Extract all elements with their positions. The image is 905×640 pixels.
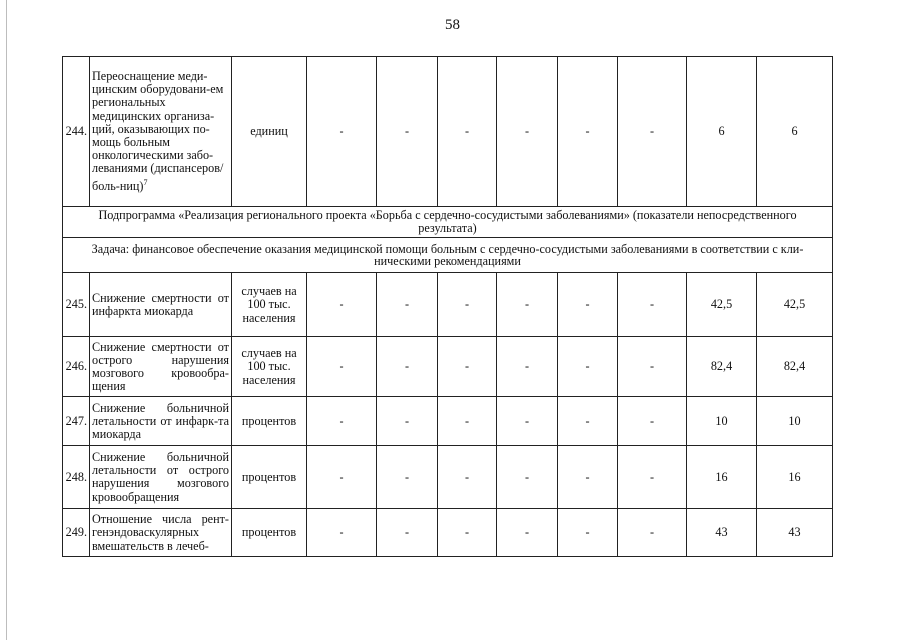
value-cell: 42,5 bbox=[757, 273, 833, 337]
row-number: 244. bbox=[63, 57, 90, 207]
table-row bbox=[63, 446, 833, 509]
row-number: 246. bbox=[63, 337, 90, 397]
value-cell: 16 bbox=[687, 446, 757, 509]
value-cell: - bbox=[618, 337, 687, 397]
value-cell: - bbox=[618, 509, 687, 557]
value-cell: - bbox=[307, 509, 377, 557]
value-cell: - bbox=[497, 273, 558, 337]
indicator-name: Снижение больничной летальности от инфарк-та миокарда bbox=[90, 397, 232, 446]
row-number: 245. bbox=[63, 273, 90, 337]
value-cell: - bbox=[377, 397, 438, 446]
value-cell: - bbox=[377, 509, 438, 557]
indicator-name: Снижение больничной летальности от острого нарушения мозгового кровообращения bbox=[90, 446, 232, 509]
indicator-name: Снижение смертности от инфаркта миокарда bbox=[90, 273, 232, 337]
value-cell: - bbox=[307, 57, 377, 207]
value-cell: - bbox=[438, 446, 497, 509]
table-row bbox=[63, 397, 833, 446]
row-number: 247. bbox=[63, 397, 90, 446]
row-number: 249. bbox=[63, 509, 90, 557]
indicators-table bbox=[62, 56, 833, 557]
value-cell: - bbox=[497, 57, 558, 207]
value-cell: - bbox=[307, 446, 377, 509]
table-row bbox=[63, 509, 833, 557]
table-row bbox=[63, 57, 833, 207]
value-cell: 42,5 bbox=[687, 273, 757, 337]
indicator-name: Снижение смертности от острого нарушения мозгового кровообра-щения bbox=[90, 337, 232, 397]
value-cell: - bbox=[497, 509, 558, 557]
value-cell: - bbox=[307, 397, 377, 446]
indicator-name: Переоснащение меди-цинским оборудовани-ем региональных медицинских организа-ций, оказывающих по-мощь больным онкологическими забо-леваниями (диспансеров/ боль-ниц)$^7$ bbox=[90, 57, 232, 207]
unit-cell: случаев на 100 тыс. населения bbox=[232, 273, 307, 337]
unit-cell: процентов bbox=[232, 446, 307, 509]
value-cell: - bbox=[618, 397, 687, 446]
value-cell: - bbox=[618, 273, 687, 337]
value-cell: - bbox=[497, 446, 558, 509]
value-cell: - bbox=[618, 446, 687, 509]
value-cell: - bbox=[438, 509, 497, 557]
value-cell: - bbox=[438, 273, 497, 337]
value-cell: - bbox=[307, 337, 377, 397]
unit-cell: случаев на 100 тыс. населения bbox=[232, 337, 307, 397]
value-cell: 10 bbox=[757, 397, 833, 446]
value-cell: - bbox=[307, 273, 377, 337]
value-cell: - bbox=[377, 446, 438, 509]
subprogram-title: Подпрограмма «Реализация регионального проекта «Борьба с сердечно-сосудистыми заболеваниями» (показатели непосредственного результата) bbox=[63, 207, 833, 238]
value-cell: - bbox=[377, 57, 438, 207]
value-cell: - bbox=[497, 397, 558, 446]
value-cell: - bbox=[558, 273, 618, 337]
value-cell: - bbox=[558, 397, 618, 446]
value-cell: - bbox=[558, 509, 618, 557]
value-cell: - bbox=[497, 337, 558, 397]
page-number: 58 bbox=[445, 17, 460, 33]
value-cell: - bbox=[377, 337, 438, 397]
task-title: Задача: финансовое обеспечение оказания медицинской помощи больным с сердечно-сосудистыми заболеваниями в соответствии с кли-ническими рекомендациями bbox=[63, 238, 833, 273]
task-row bbox=[63, 238, 833, 273]
value-cell: - bbox=[438, 57, 497, 207]
table-row bbox=[63, 273, 833, 337]
value-cell: 43 bbox=[687, 509, 757, 557]
value-cell: - bbox=[558, 446, 618, 509]
value-cell: 43 bbox=[757, 509, 833, 557]
row-number: 248. bbox=[63, 446, 90, 509]
value-cell: - bbox=[618, 57, 687, 207]
unit-cell: процентов bbox=[232, 397, 307, 446]
scan-edge-line bbox=[6, 0, 7, 640]
value-cell: 6 bbox=[687, 57, 757, 207]
value-cell: 6 bbox=[757, 57, 833, 207]
value-cell: - bbox=[558, 337, 618, 397]
value-cell: 10 bbox=[687, 397, 757, 446]
unit-cell: процентов bbox=[232, 509, 307, 557]
value-cell: - bbox=[438, 337, 497, 397]
unit-cell: единиц bbox=[232, 57, 307, 207]
value-cell: 82,4 bbox=[687, 337, 757, 397]
value-cell: - bbox=[438, 397, 497, 446]
value-cell: 82,4 bbox=[757, 337, 833, 397]
value-cell: - bbox=[558, 57, 618, 207]
subprogram-row bbox=[63, 207, 833, 238]
value-cell: 16 bbox=[757, 446, 833, 509]
table-row bbox=[63, 337, 833, 397]
value-cell: - bbox=[377, 273, 438, 337]
indicator-name: Отношение числа рент-генэндоваскулярных вмешательств в лечеб- bbox=[90, 509, 232, 557]
